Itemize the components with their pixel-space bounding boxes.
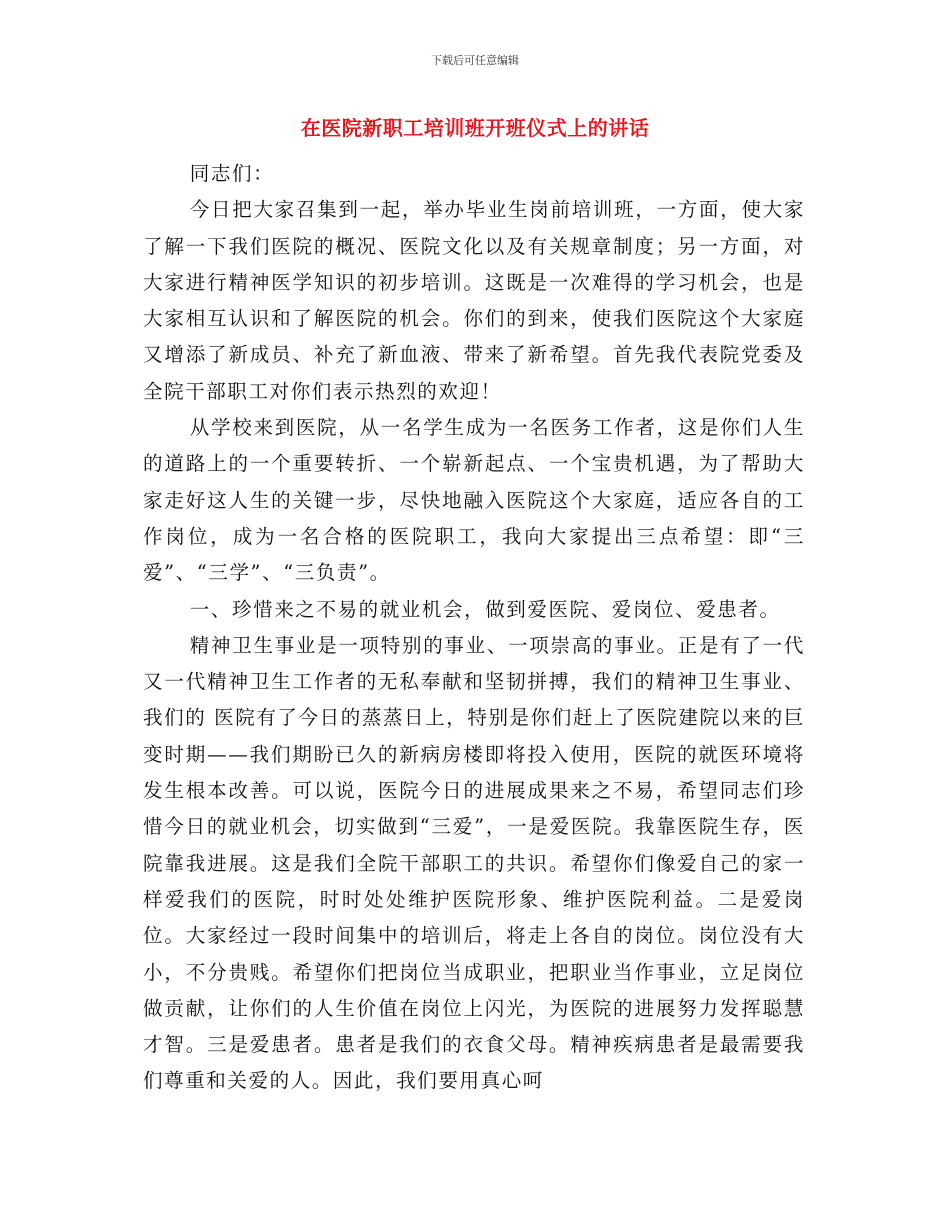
paragraph: 一、珍惜来之不易的就业机会，做到爱医院、爱岗位、爱患者。 (189, 597, 781, 621)
paragraph: 今日把大家召集到一起，举办毕业生岗前培训班，一方面，使大家了解一下我们医院的概况、医院文化以及有关规章制度；另一方面，对大家进行精神医学知识的初步培训。这既是一次难得的学习机会，也是大家相互认识和了解医院的机会。你们的到来，使我们医院这个大家庭又增添了新成员、补充了新血液、带来了新希望。首先我代表院党委及全院干部职工对你们表示热烈的欢迎！ (143, 198, 805, 403)
paragraph: 从学校来到医院，从一名学生成为一名医务工作者，这是你们人生的道路上的一个重要转折、一个崭新起点、一个宝贵机遇，为了帮助大家走好这人生的关键一步，尽快地融入医院这个大家庭，适应各自的工作岗位，成为一名合格的医院职工，我向大家提出三点希望：即“三爱”、“三学”、“三负责”。 (143, 416, 805, 585)
paragraph: 精神卫生事业是一项特别的事业、一项崇高的事业。正是有了一代又一代精神卫生工作者的无私奉献和坚韧拼搏，我们的精神卫生事业、我们的 医院有了今日的蒸蒸日上，特别是你们赶上了医院建院以来的巨变时期——我们期盼已久的新病房楼即将投入使用，医院的就医环境将发生根本改善。可以说，医院今日的进展成果来之不易，希望同志们珍惜今日的就业机会，切实做到“三爱”，一是爱医院。我靠医院生存，医院靠我进展。这是我们全院干部职工的共识。希望你们像爱自己的家一样爱我们的医院，时时处处维护医院形象、维护医院利益。二是爱岗位。大家经过一段时间集中的培训后，将走上各自的岗位。岗位没有大小，不分贵贱。希望你们把岗位当成职业，把职业当作事业，立足岗位做贡献，让你们的人生价值在岗位上闪光，为医院的进展努力发挥聪慧才智。三是爱患者。患者是我们的衣食父母。精神疾病患者是最需要我们尊重和关爱的人。因此，我们要用真心呵 (143, 633, 805, 1093)
document-body (143, 156, 805, 1100)
salutation: 同志们： (189, 162, 275, 185)
header-note: 下载后可任意编辑 (431, 54, 519, 67)
document-title: 在医院新职工培训班开班仪式上的讲话 (300, 116, 650, 140)
